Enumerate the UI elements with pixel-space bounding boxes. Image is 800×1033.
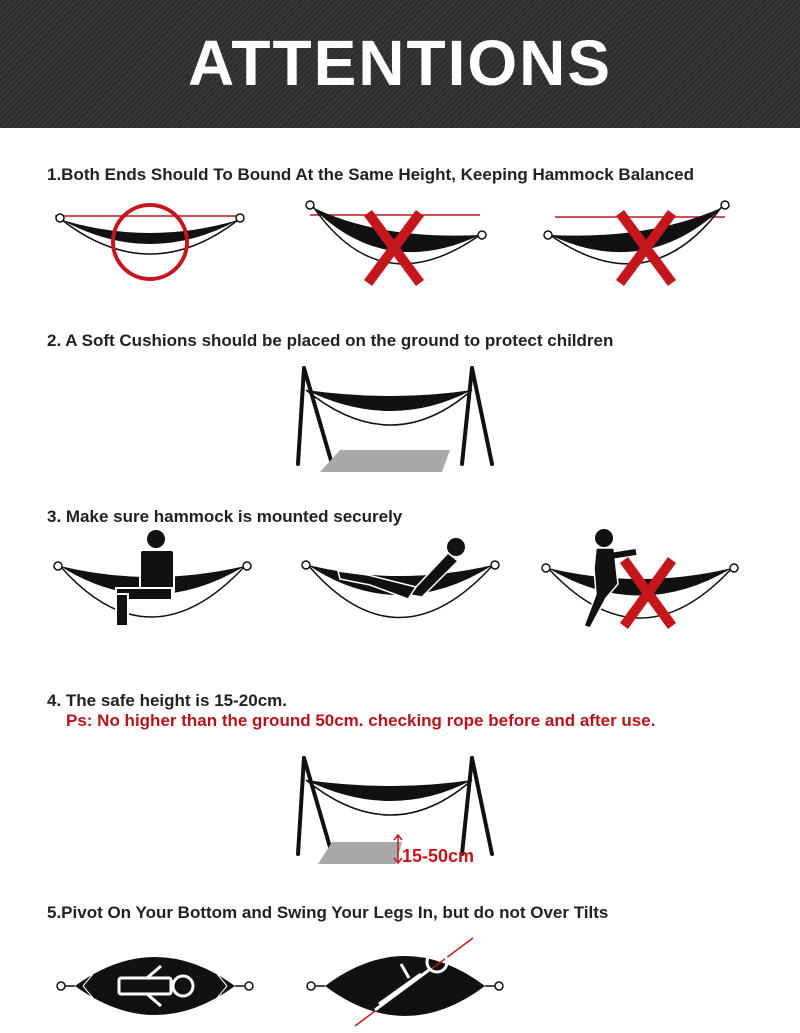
hammock-balanced-figure (50, 198, 250, 288)
section-4-note: Ps: No higher than the ground 50cm. checking rope before and after use. (66, 711, 656, 730)
hammock-bed (62, 220, 238, 244)
height-label: 15-50cm (402, 846, 475, 866)
hammock-unbalanced-right-figure (540, 195, 735, 290)
cushion-icon (320, 450, 450, 472)
banner (0, 0, 800, 128)
section-1-heading: 1.Both Ends Should To Bound At the Same Height, Keeping Hammock Balanced (47, 165, 695, 184)
top-view-diagonal-figure (305, 934, 505, 1033)
section-2-heading: 2. A Soft Cushions should be placed on the ground to protect children (47, 331, 614, 350)
person-icon (338, 538, 465, 599)
hammock-stand-cushion-figure (292, 360, 502, 475)
hammock-bed (75, 957, 235, 1015)
hammock-unbalanced-left-figure (300, 195, 495, 290)
standing-on-hammock-figure (540, 528, 740, 633)
sitting-person-figure (50, 528, 255, 633)
section-3-heading: 3. Make sure hammock is mounted securely (47, 507, 403, 526)
cushion-icon (318, 842, 402, 864)
stand-frame (298, 368, 492, 464)
lying-person-figure (298, 535, 503, 635)
section-4-heading: 4. The safe height is 15-20cm. (47, 691, 287, 710)
section-5-heading: 5.Pivot On Your Bottom and Swing Your Legs In, but do not Over Tilts (47, 903, 609, 922)
banner-title: ATTENTIONS (187, 27, 613, 99)
safe-height-figure (292, 752, 502, 867)
top-view-straight-figure (55, 938, 255, 1033)
